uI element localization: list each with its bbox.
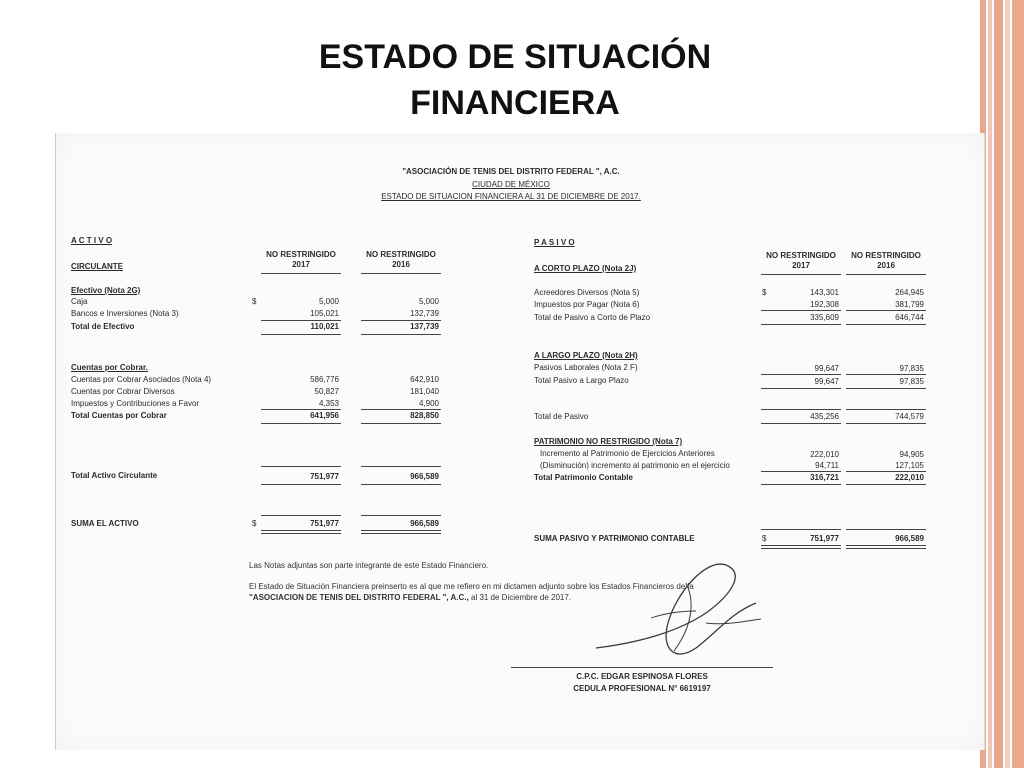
table-cell-2016: 4,900	[418, 399, 439, 408]
table-row-label: Pasivos Laborales (Nota 2 F)	[534, 363, 638, 372]
table-cell-2016: 132,739	[410, 309, 439, 318]
slide-title-line2: FINANCIERA	[410, 84, 620, 122]
table-cell-2016: 94,905	[899, 450, 924, 459]
table-cell-2017: 99,647	[814, 364, 839, 373]
table-row-label: Cuentas por Cobrar Asociados (Nota 4)	[71, 375, 212, 384]
table-cell-2016: 381,799	[895, 300, 924, 309]
total-pasivo-2016: 744,579	[895, 412, 924, 421]
pasivo-col-header-2017: NO RESTRINGIDO 2017	[766, 251, 836, 270]
table-cell-2017: 192,308	[810, 300, 839, 309]
document-subtitle: ESTADO DE SITUACION FINANCIERA AL 31 DE DICIEMBRE DE 2017.	[381, 192, 641, 201]
table-cell-2016: 646,744	[895, 313, 924, 322]
note-line-2: El Estado de Situación Financiera preinserto es al que me refiero en mi dictamen adjunto sobre los Estados Financieros de la	[249, 582, 694, 591]
cxc-title: Cuentas por Cobrar.	[71, 363, 148, 372]
signer-name: C.P.C. EDGAR ESPINOSA FLORES	[576, 672, 708, 681]
total-circulante-2016: 966,589	[410, 472, 439, 481]
table-cell-2016: 5,000	[418, 297, 439, 306]
slide-title-line1: ESTADO DE SITUACIÓN	[318, 38, 712, 76]
currency-sign: $	[762, 534, 767, 543]
largo-plazo-title: A LARGO PLAZO (Nota 2H)	[534, 351, 638, 360]
patrimonio-title: PATRIMONIO NO RESTRIGIDO (Nota 7)	[534, 437, 683, 446]
entity-name: "ASOCIACIÓN DE TENIS DEL DISTRITO FEDERAL ", A.C.	[402, 167, 620, 176]
handwritten-signature	[556, 553, 796, 673]
table-row-label: Acreedores Diversos (Nota 5)	[534, 288, 640, 297]
suma-pasivo-label: SUMA PASIVO Y PATRIMONIO CONTABLE	[534, 534, 695, 543]
table-row-label: Cuentas por Cobrar Diversos	[71, 387, 175, 396]
activo-col-header-2017: NO RESTRINGIDO 2017	[266, 250, 336, 269]
table-cell-2017: 586,776	[310, 375, 339, 384]
note-line-3	[249, 592, 571, 603]
decorative-border	[980, 0, 1024, 768]
table-cell-2017: 105,021	[310, 309, 339, 318]
total-patrimonio-2016: 222,010	[895, 473, 924, 482]
table-cell-2016: 181,040	[410, 387, 439, 396]
efectivo-title: Efectivo (Nota 2G)	[71, 286, 141, 295]
table-cell-2016: 127,105	[895, 461, 924, 470]
total-efectivo-label: Total de Efectivo	[71, 322, 135, 331]
total-cxc-2017: 641,956	[310, 411, 339, 420]
table-row-label: Total de Pasivo a Corto de Plazo	[534, 313, 651, 322]
activo-title: A C T I V O	[71, 236, 113, 245]
suma-activo-label: SUMA EL ACTIVO	[71, 519, 139, 528]
suma-activo-2016: 966,589	[410, 519, 439, 528]
table-row-label: Caja	[71, 297, 88, 306]
table-cell-2017: 335,609	[810, 313, 839, 322]
note-line-1: Las Notas adjuntas son parte integrante de este Estado Financiero.	[249, 561, 489, 570]
table-cell-2017: 143,301	[810, 288, 839, 297]
table-cell-2017: 4,353	[318, 399, 339, 408]
total-patrimonio-2017: 316,721	[810, 473, 839, 482]
pasivo-col-header-2016: NO RESTRINGIDO 2016	[851, 251, 921, 270]
total-patrimonio-label: Total Patrimonio Contable	[534, 473, 633, 482]
table-row-label: Incremento al Patrimonio de Ejercicios Anteriores	[540, 449, 715, 458]
total-cxc-label: Total Cuentas por Cobrar	[71, 411, 167, 420]
suma-pasivo-2016: 966,589	[895, 534, 924, 543]
table-cell-2017: 99,647	[814, 377, 839, 386]
activo-col-header-2016: NO RESTRINGIDO 2016	[366, 250, 436, 269]
table-cell-2016: 97,835	[899, 377, 924, 386]
suma-pasivo-2017: 751,977	[810, 534, 839, 543]
total-efectivo-2016: 137,739	[410, 322, 439, 331]
table-cell-2016: 97,835	[899, 364, 924, 373]
slide-title	[200, 34, 830, 126]
scanned-document	[55, 133, 985, 750]
total-efectivo-2017: 110,021	[310, 322, 339, 331]
signer-id: CEDULA PROFESIONAL N° 6619197	[573, 684, 711, 693]
circulante-title: CIRCULANTE	[71, 262, 123, 271]
currency-sign: $	[252, 297, 257, 306]
table-cell-2017: 50,827	[314, 387, 339, 396]
total-pasivo-2017: 435,256	[810, 412, 839, 421]
currency-sign: $	[252, 519, 257, 528]
table-row-label: Impuestos por Pagar (Nota 6)	[534, 300, 640, 309]
pasivo-title: P A S I V O	[534, 238, 575, 247]
city: CIUDAD DE MÉXICO	[472, 180, 550, 189]
table-row-label: (Disminución) incremento al patrimonio en el ejercicio	[540, 461, 730, 470]
note-entity: "ASOCIACION DE TENIS DEL DISTRITO FEDERAL ", A.C.,	[249, 593, 469, 602]
table-cell-2017: 5,000	[318, 297, 339, 306]
currency-sign: $	[762, 288, 767, 297]
table-cell-2016: 264,945	[895, 288, 924, 297]
total-cxc-2016: 828,850	[410, 411, 439, 420]
suma-activo-2017: 751,977	[310, 519, 339, 528]
table-cell-2017: 222,010	[810, 450, 839, 459]
table-cell-2016: 642,910	[410, 375, 439, 384]
table-row-label: Impuestos y Contribuciones a Favor	[71, 399, 200, 408]
total-circulante-2017: 751,977	[310, 472, 339, 481]
table-row-label: Total Pasivo a Largo Plazo	[534, 376, 629, 385]
table-row-label: Bancos e Inversiones (Nota 3)	[71, 309, 179, 318]
table-cell-2017: 94,711	[815, 461, 839, 470]
total-pasivo-label: Total de Pasivo	[534, 412, 589, 421]
corto-plazo-title: A CORTO PLAZO (Nota 2J)	[534, 264, 637, 273]
note-date: al 31 de Diciembre de 2017.	[468, 593, 572, 602]
total-circulante-label: Total Activo Circulante	[71, 471, 158, 480]
